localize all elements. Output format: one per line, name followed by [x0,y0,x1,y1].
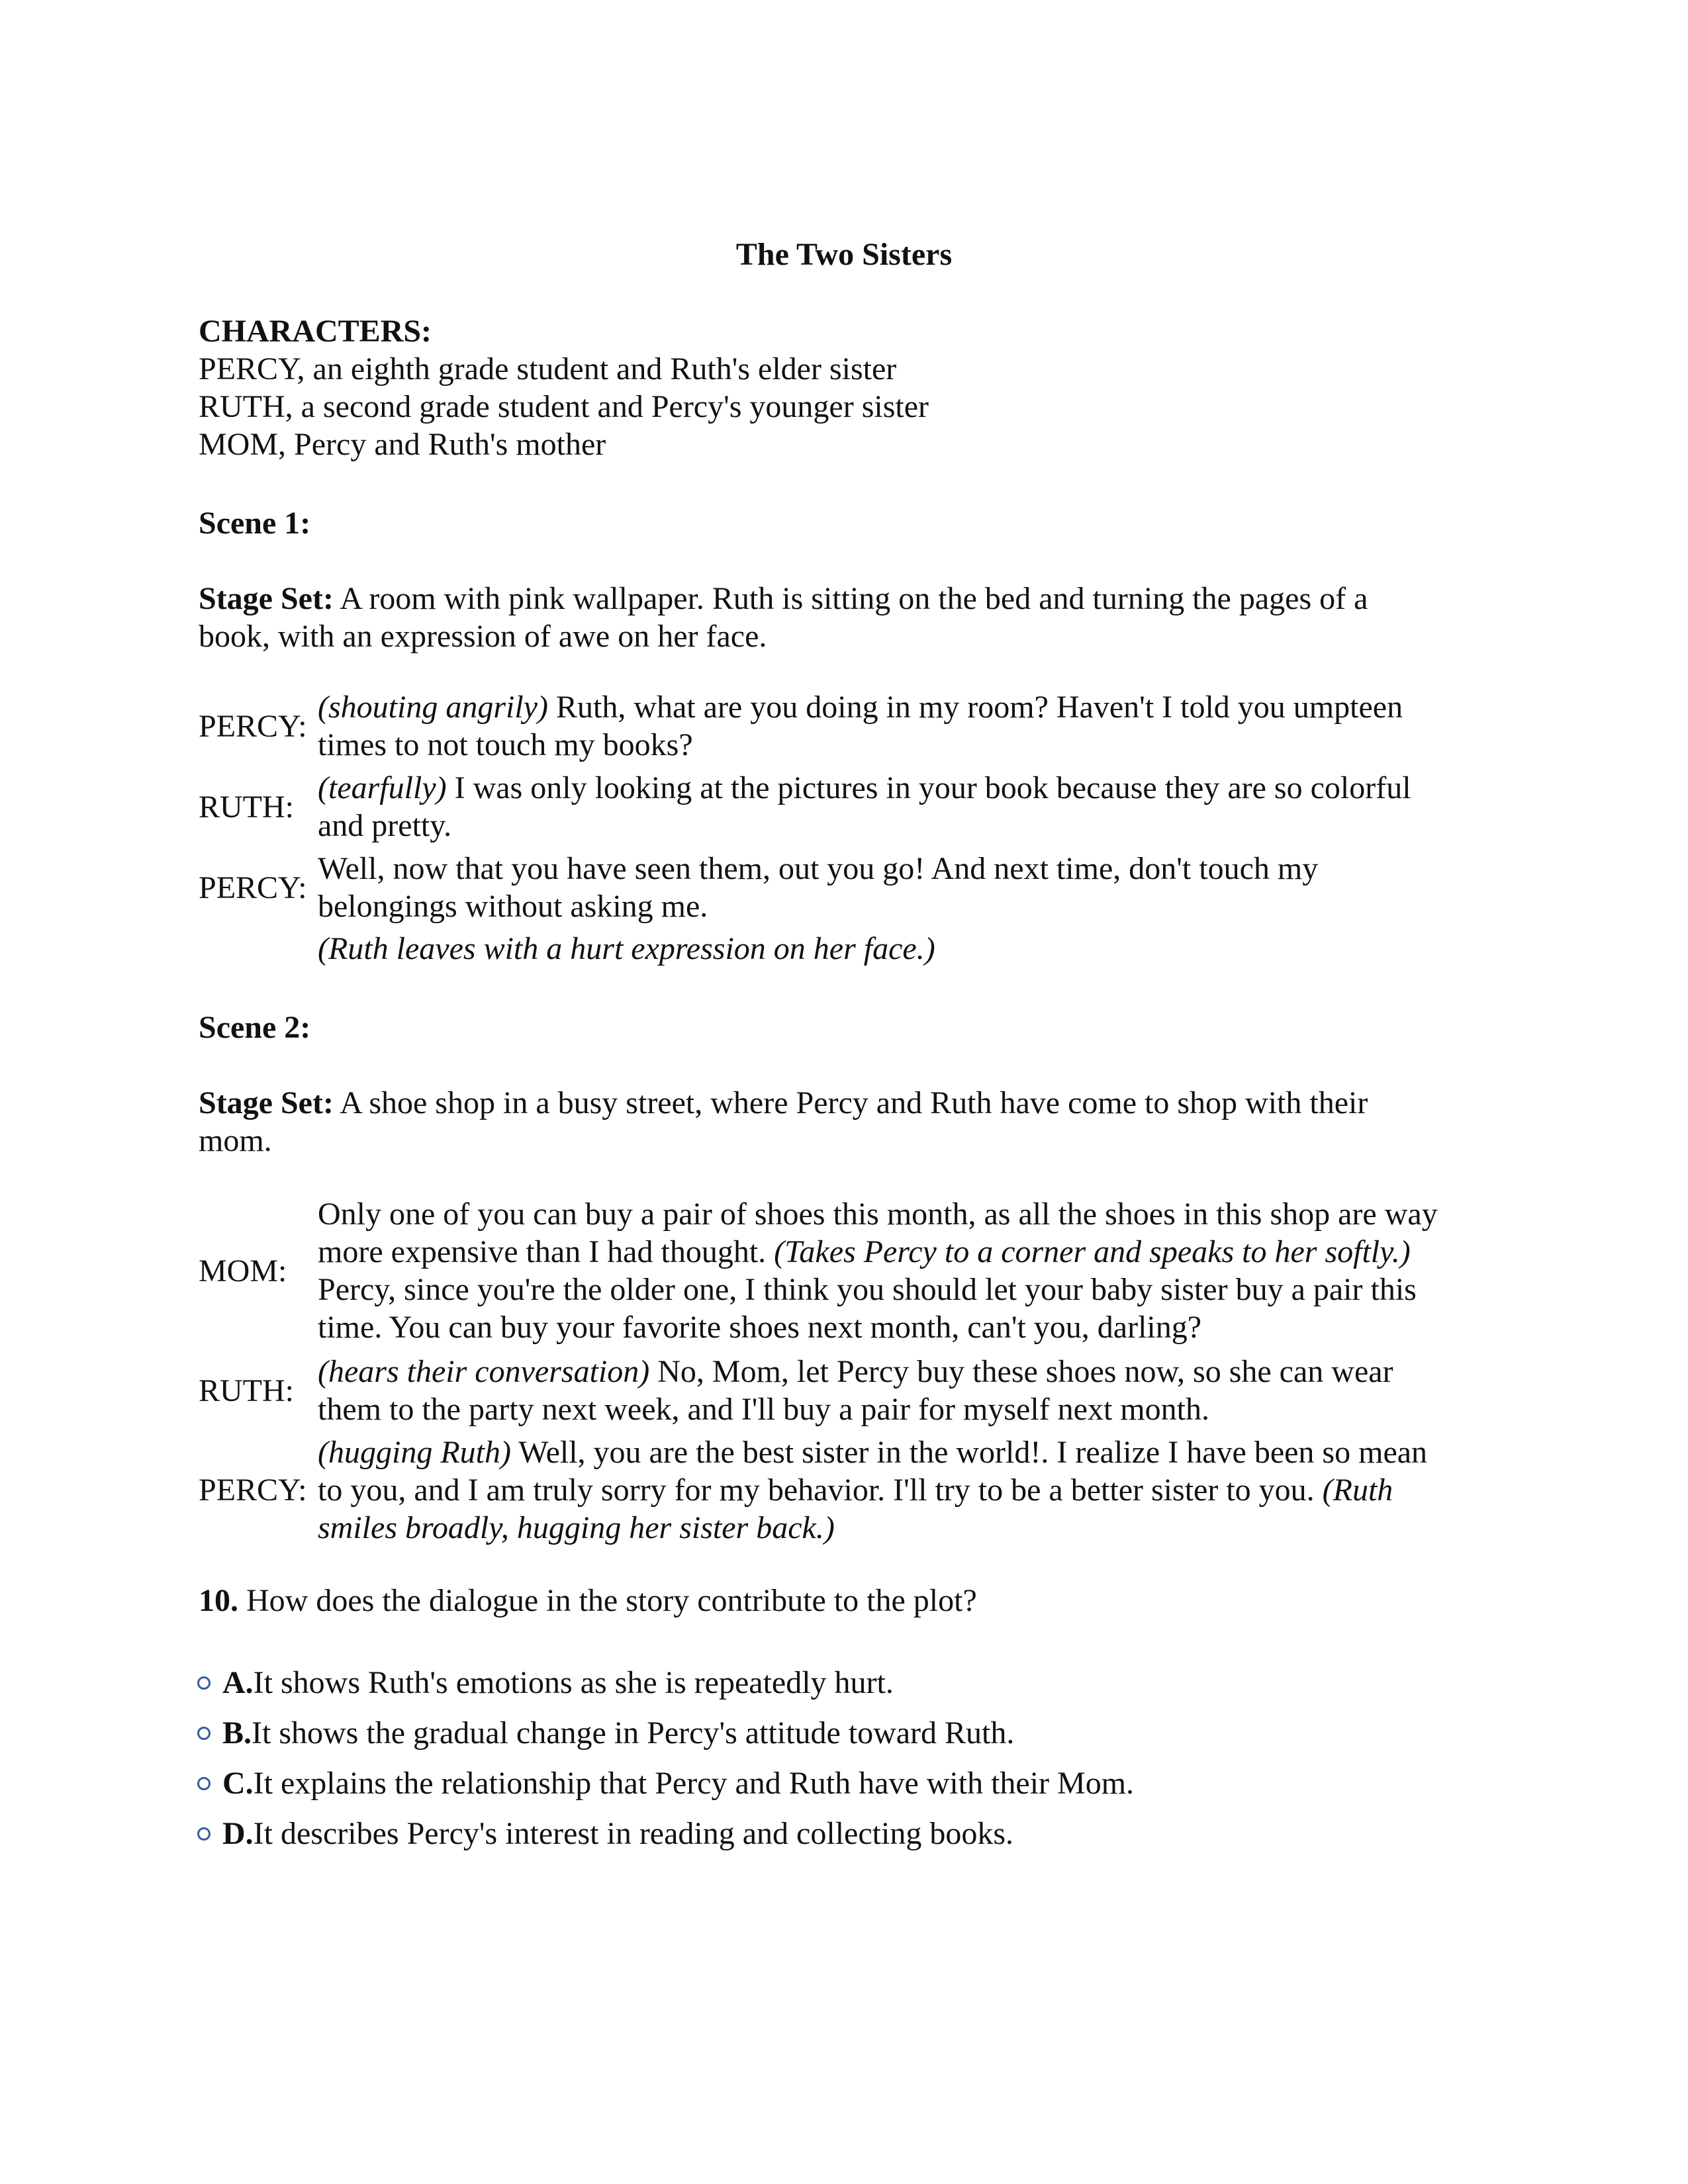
answer-option-b[interactable] [197,1714,1014,1752]
option-letter: C. [222,1766,254,1801]
scene2-stage-label: Stage Set: [199,1085,334,1120]
radio-button[interactable] [197,1777,211,1790]
radio-button[interactable] [197,1676,211,1690]
answer-option-d[interactable] [197,1815,1013,1852]
speech-text: (hears their conversation) No, Mom, let Percy buy these shoes now, so she can wear them to the party next week, and I'll buy a pair for myself next month. [318,1354,1393,1427]
character-ruth: RUTH, a second grade student and Percy's younger sister [199,389,929,424]
speaker-label: RUTH: [199,1373,294,1408]
speaker-label: PERCY: [199,870,307,905]
speech-text: (tearfully) I was only looking at the pictures in your book because they are so colorful and pretty. [318,770,1411,843]
speaker-label: MOM: [199,1253,287,1289]
speech-text: (shouting angrily) Ruth, what are you doing in my room? Haven't I told you umpteen times to not touch my books? [318,690,1403,762]
dialogue-row [199,1195,1496,1346]
character-mom: MOM, Percy and Ruth's mother [199,427,606,462]
option-text: It shows the gradual change in Percy's attitude toward Ruth. [252,1715,1015,1751]
scene1-stage-set [199,580,1496,655]
stage-direction: (tearfully) [318,770,447,805]
option-letter: A. [222,1665,254,1700]
scene1-stage-text: A room with pink wallpaper. Ruth is sitting on the bed and turning the pages of a [333,581,1368,616]
scene2-heading: Scene 2: [199,1010,311,1045]
question-prompt [199,1582,1496,1619]
speaker-label: PERCY: [199,1473,307,1508]
option-text: It shows Ruth's emotions as she is repeatedly hurt. [253,1665,894,1700]
dialogue-row [199,850,1496,925]
stage-direction: (Takes Percy to a corner and speaks to her softly.) [774,1234,1411,1269]
speech-text: Only one of you can buy a pair of shoes this month, as all the shoes in this shop are way more expensive than I had thought. (Takes Percy to a corner and speaks to her softly.) Percy, since you're the older one, I think you should let your baby sister buy a pair this time. You can buy your favorite shoes next month, can't you, darling? [318,1197,1438,1345]
stage-direction: smiles broadly, hugging her sister back.) [318,1510,835,1545]
option-letter: D. [222,1816,254,1851]
dialogue-row [199,1353,1496,1428]
character-percy: PERCY, an eighth grade student and Ruth's elder sister [199,351,897,387]
question-number: 10. [199,1583,238,1618]
characters-section [199,312,1496,463]
speech-text: (hugging Ruth) Well, you are the best sister in the world!. I realize I have been so mean to you, and I am truly sorry for my behavior. I'll try to be a better sister to you. (Ruth smiles broadly, hugging her sister back.) [318,1433,1496,1547]
scene1-stage-text-2: book, with an expression of awe on her face. [199,619,767,654]
answer-option-a[interactable] [197,1664,894,1702]
page-title: The Two Sisters [735,237,953,272]
stage-direction: (hugging Ruth) [318,1435,511,1470]
radio-button[interactable] [197,1727,211,1740]
option-text: It explains the relationship that Percy and Ruth have with their Mom. [253,1766,1135,1801]
radio-button[interactable] [197,1827,211,1841]
dialogue-row [199,688,1496,764]
scene1-closing-direction: (Ruth leaves with a hurt expression on her face.) [318,931,935,966]
stage-direction: (shouting angrily) [318,690,548,725]
scene2-stage-text: A shoe shop in a busy street, where Percy and Ruth have come to shop with their [333,1085,1368,1120]
answer-option-c[interactable] [197,1764,1134,1802]
speaker-label: PERCY: [199,708,307,744]
speaker-label: RUTH: [199,789,294,825]
stage-direction: (hears their conversation) [318,1354,650,1389]
dialogue-row [199,1433,1496,1547]
dialogue-row [199,769,1496,844]
question-text: How does the dialogue in the story contribute to the plot? [238,1583,977,1618]
stage-direction: (Ruth [1322,1473,1393,1508]
option-letter: B. [222,1715,252,1751]
speech-text: Well, now that you have seen them, out you go! And next time, don't touch my belongings without asking me. [318,851,1319,924]
characters-heading: CHARACTERS: [199,314,432,349]
option-text: It describes Percy's interest in reading and collecting books. [253,1816,1013,1851]
scene1-stage-label: Stage Set: [199,581,334,616]
scene2-stage-set [199,1084,1496,1160]
scene1-heading: Scene 1: [199,506,311,541]
scene2-stage-text-2: mom. [199,1123,272,1158]
